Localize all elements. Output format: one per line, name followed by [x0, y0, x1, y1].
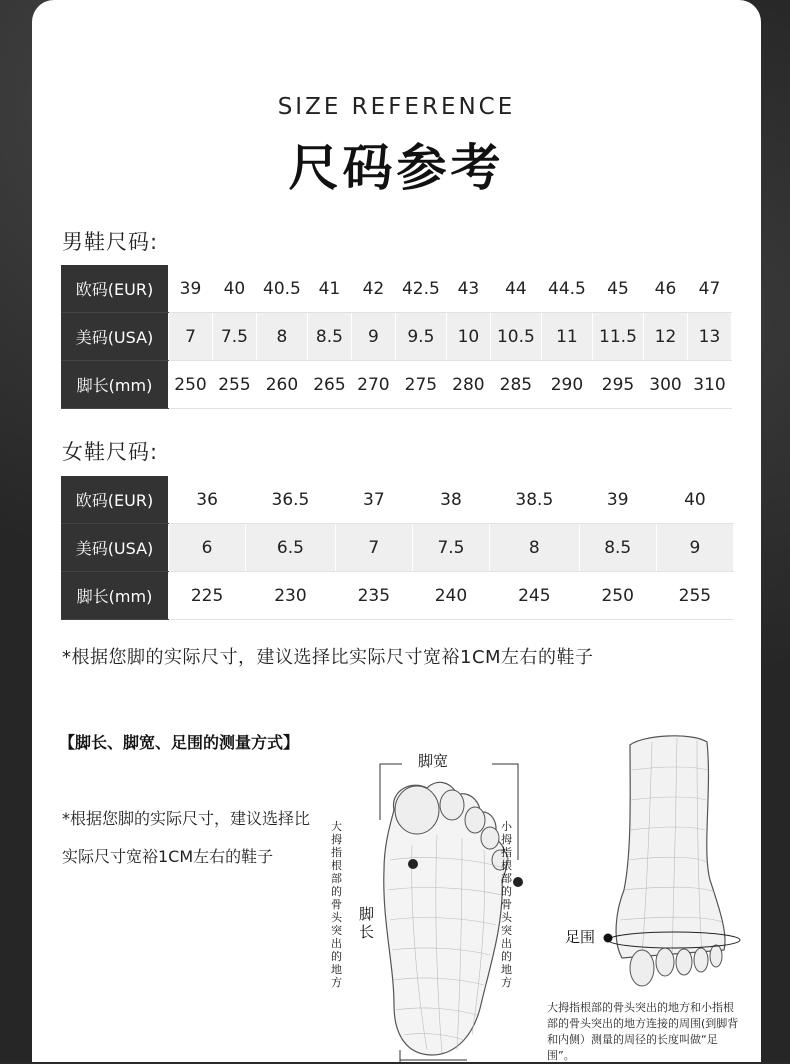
women-size-cell: 40 — [656, 476, 733, 524]
big-toe-point-label: 大拇指根部的骨头突出的地方 — [331, 820, 342, 989]
women-size-cell: 36.5 — [246, 476, 336, 524]
men-size-cell: 42 — [351, 265, 395, 313]
men-size-cell: 40 — [212, 265, 256, 313]
women-size-cell: 9 — [656, 524, 733, 572]
chinese-title: 尺码参考 — [288, 139, 505, 197]
men-size-cell: 42.5 — [395, 265, 446, 313]
women-size-row — [61, 572, 734, 620]
men-size-row — [61, 361, 732, 409]
men-size-row-header: 美码(USA) — [61, 313, 169, 361]
men-size-cell: 11 — [541, 313, 592, 361]
men-size-label: 男鞋尺码: — [62, 230, 159, 254]
men-size-cell: 11.5 — [592, 313, 643, 361]
women-size-cell: 7.5 — [412, 524, 489, 572]
women-size-row-header: 脚长(mm) — [61, 572, 169, 620]
women-size-row — [61, 524, 734, 572]
men-size-row-header: 欧码(EUR) — [61, 265, 169, 313]
women-size-row-header: 美码(USA) — [61, 524, 169, 572]
women-size-cell: 8 — [490, 524, 580, 572]
foot-girth-label: 足围 — [565, 928, 596, 946]
men-size-cell: 9 — [351, 313, 395, 361]
women-size-cell: 250 — [579, 572, 656, 620]
men-size-cell: 255 — [212, 361, 256, 409]
women-size-cell: 255 — [656, 572, 733, 620]
men-size-cell: 10 — [446, 313, 490, 361]
women-size-cell: 38.5 — [490, 476, 580, 524]
men-size-cell: 40.5 — [256, 265, 307, 313]
women-size-cell: 39 — [579, 476, 656, 524]
men-size-cell: 43 — [446, 265, 490, 313]
women-size-cell: 7 — [335, 524, 412, 572]
women-size-cell: 6.5 — [246, 524, 336, 572]
girth-caption: 大拇指根部的骨头突出的地方和小指根部的骨头突出的地方连接的周围(到脚背和内侧）测量的周径的长度叫做“足围”。 — [547, 1001, 739, 1062]
little-toe-point-label: 小拇指根部的骨头突出的地方 — [501, 820, 512, 989]
size-advice-note: *根据您脚的实际尺寸，建议选择比实际尺寸宽裕1CM左右的鞋子 — [62, 647, 594, 668]
men-size-cell: 12 — [644, 313, 688, 361]
women-size-label: 女鞋尺码: — [62, 440, 159, 464]
men-size-cell: 295 — [592, 361, 643, 409]
women-size-cell: 6 — [169, 524, 246, 572]
men-size-cell: 300 — [644, 361, 688, 409]
men-size-cell: 260 — [256, 361, 307, 409]
men-size-cell: 7 — [169, 313, 213, 361]
men-size-cell: 290 — [541, 361, 592, 409]
men-size-table — [61, 265, 732, 409]
men-size-cell: 270 — [351, 361, 395, 409]
men-size-cell: 13 — [687, 313, 731, 361]
men-size-cell: 310 — [687, 361, 731, 409]
foot-width-label: 脚宽 — [418, 752, 449, 770]
women-size-cell: 37 — [335, 476, 412, 524]
men-size-cell: 285 — [490, 361, 541, 409]
men-size-cell: 45 — [592, 265, 643, 313]
men-size-cell: 44 — [490, 265, 541, 313]
women-size-cell: 225 — [169, 572, 246, 620]
foot-girth-illustration — [602, 730, 742, 995]
women-size-cell: 36 — [169, 476, 246, 524]
measure-side-note: *根据您脚的实际尺寸，建议选择比实际尺寸宽裕1CM左右的鞋子 — [62, 809, 311, 866]
men-size-cell: 250 — [169, 361, 213, 409]
men-size-cell: 7.5 — [212, 313, 256, 361]
men-size-cell: 41 — [307, 265, 351, 313]
men-size-cell: 46 — [644, 265, 688, 313]
men-size-row — [61, 313, 732, 361]
men-size-cell: 265 — [307, 361, 351, 409]
men-size-cell: 10.5 — [490, 313, 541, 361]
women-size-row-header: 欧码(EUR) — [61, 476, 169, 524]
men-size-row-header: 脚长(mm) — [61, 361, 169, 409]
men-size-cell: 44.5 — [541, 265, 592, 313]
men-size-cell: 47 — [687, 265, 731, 313]
foot-length-label: 脚长 — [359, 905, 375, 941]
women-size-cell: 240 — [412, 572, 489, 620]
men-size-cell: 9.5 — [395, 313, 446, 361]
women-size-cell: 38 — [412, 476, 489, 524]
women-size-cell: 245 — [490, 572, 580, 620]
women-size-table — [61, 476, 734, 620]
men-size-row — [61, 265, 732, 313]
women-size-cell: 235 — [335, 572, 412, 620]
men-size-cell: 8 — [256, 313, 307, 361]
women-size-row — [61, 476, 734, 524]
english-title: SIZE REFERENCE — [277, 94, 516, 120]
measure-method-title: 【脚长、脚宽、足围的测量方式】 — [59, 733, 300, 752]
men-size-cell: 8.5 — [307, 313, 351, 361]
men-size-cell: 280 — [446, 361, 490, 409]
women-size-cell: 8.5 — [579, 524, 656, 572]
content-card — [32, 0, 761, 1062]
men-size-cell: 39 — [169, 265, 213, 313]
men-size-cell: 275 — [395, 361, 446, 409]
women-size-cell: 230 — [246, 572, 336, 620]
